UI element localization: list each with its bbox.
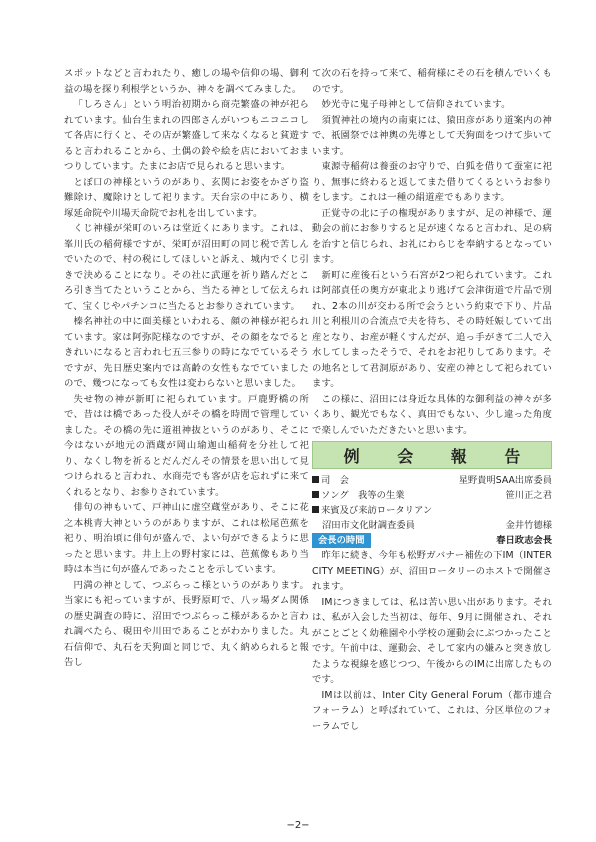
paragraph: とぼ口の神様というのがあり、玄関にお姿をかざり盗難除け、魔除けとして祀ります。天台宗の中にあり、横塚延命院や川場天命院でお札を出しています。 — [64, 176, 309, 219]
paragraph: 妙光寺に鬼子母神として信仰されています。 — [321, 99, 511, 110]
report-label: 司 会 — [321, 475, 349, 486]
report-label-wrap — [312, 488, 405, 503]
report-value: 金井竹德様 — [505, 520, 552, 531]
paragraph: 俳句の神もいて、戸神山に虚空蔵堂があり、そこに花之本桃青大神というのがありますが、これは松尾芭蕉を祀り、明治頃に俳句が盛んで、よい句ができるように思ったと思います。井上上の野村家には、芭蕉像もあり当時は本当に句が盛んであったことを示しています。 — [64, 502, 309, 575]
paragraph: 新町に産後石という石宮が2つ祀られています。これは阿部貞任の奥方が東北より逃げて会津街道で片品で別れ、2本の川が交わる所で会うという約束で下り、片品川と利根川の合流点で夫を待ち、その時妊娠していて出産となり、お産が軽くすんだが、追っ手がきて二人で入水してしまったそうで、それをお祀りしてあります。その地名として君洞原があり、安産の神として祀られています。 — [312, 269, 552, 389]
paragraph: 円満の神として、つぶらっこ様というのがあります。当家にも祀っていますが、長野原町で、八ッ場ダム関係の歴史調査の時に、沼田でつぶらっこ様があるかと言われ調べたら、硯田や川田であることがわかりました。丸石信仰で、丸石を天狗面と同じで、丸く納められると報告し — [64, 579, 309, 668]
report-value: 星野貴明SAA出席委員 — [458, 475, 552, 486]
paragraph: この様に、沼田には身近な具体的な御利益の神々が多くあり、観光でもなく、真田でもない、少し違った角度で楽しんでいただきたいと思います。 — [312, 393, 552, 436]
report-row-chair — [312, 473, 552, 488]
paragraph: IMにつきましては、私は苦い思い出があります。それは、私が入会した当初は、毎年、9月に開催され、それがことごとく幼稚園や小学校の運動会にぶつかったことです。午前中は、運動会、そして家内の嫌みと突き放したような視線を感じつつ、午後からのIMに出席したものです。 — [312, 596, 552, 685]
report-section-header — [312, 441, 552, 469]
paragraph: 榛名神社の中に面美様といわれる、顔の神様が祀られています。家は阿弥陀様なのですが、その顔をなでるときれいになると言われ七五三参りの時になでているそうですが、先日歴史案内では高齢の女性もなでていましたので、幾つになっても女性は変わらないと思いました。 — [64, 316, 309, 389]
report-heading: 例 会 報 告 — [343, 446, 537, 466]
bullet-square-icon — [312, 506, 319, 513]
bullet-square-icon — [312, 476, 319, 483]
paragraph: 「しろさん」という明治初期から商売繁盛の神が祀られています。仙台生まれの四郎さんがいつもニコニコして各店に行くと、その店が繁盛して来なくなると貧遊すると言われることから、土偶の鈴や絵を店においておまつりしています。たまにお店で見られると思います。 — [64, 99, 309, 172]
paragraph: 正覚寺の北に子の権現がありますが、足の神様で、運動会の前にお参りすると足が速くなると言われ、足の病を治すと信じられ、お礼にわらじを奉納するとなっています。 — [312, 207, 552, 265]
report-label: 沼田市文化財調査委員 — [322, 520, 415, 531]
paragraph: スポットなどと言われたり、癒しの場や信仰の場、御利益の場を探り利根学というか、神々を調べてみました。 — [64, 68, 309, 95]
report-row-song — [312, 488, 552, 503]
paragraph: 須賀神社の境内の南東には、猿田彦があり道案内の神で、祇園祭では神輿の先導として天狗面をつけて歩いています。 — [312, 114, 552, 157]
left-column — [64, 66, 309, 671]
paragraph: て次の石を持って来て、稲荷様にその石を積んでいくものです。 — [312, 68, 552, 95]
paragraph: IMは以前は、Inter City General Forum（都市連合フォーラム）と呼ばれていて、これは、分区単位のフォーラムでし — [312, 689, 552, 732]
page-number: −2− — [286, 820, 310, 831]
report-value: 笹川正之君 — [505, 490, 552, 501]
report-label: ソング 我等の生業 — [321, 490, 405, 501]
right-column — [312, 66, 552, 734]
report-row-guests — [312, 503, 552, 518]
president-name: 春日政志会長 — [496, 535, 552, 546]
president-time-row — [312, 533, 552, 548]
president-time-tag: 会長の時間 — [312, 533, 371, 548]
paragraph: 昨年に続き、今年も松野ガバナー補佐の下IM（INTER CITY MEETING）が、沼田ロータリーのホストで開催されます。 — [312, 550, 552, 592]
report-label-wrap — [312, 503, 432, 518]
paragraph: 東源寺稲荷は養蚕のお守りで、白狐を借りて蚕室に祀り、無事に終わると返してまた借りてくるというお参りをします。これは一種の絹道産でもあります。 — [312, 161, 552, 203]
report-row-guest-detail — [312, 518, 552, 533]
report-label: 来賓及び来訪ロータリアン — [321, 505, 433, 516]
report-label-wrap — [312, 473, 349, 488]
bullet-square-icon — [312, 491, 319, 498]
paragraph: 失せ物の神が新町に祀られています。戸鹿野橋の所で、昔はは橋であった役人がその橋を時間で管理していました。その橋の先に道祖神抜というのがあり、そこに今はないが地元の酒蔵が岡山瑜迦山稲荷を分社して祀り、なくし物を祈るとだんだんその情景を思い出して見つけられると言われ、水商売でも客が店を忘れずに来てくれるとなり、お参りされています。 — [64, 393, 309, 498]
paragraph: くじ神様が栄町のいろは堂近くにあります。これは、峯川氏の稲荷様ですが、栄町が沼田町の同じ税で苦しんでいたので、村の税にしてほしいと訴え、城内でくじ引きで決めることになり。その社に武運を祈り踏んだところ引き当てたということから、当たる神として伝えられて、宝くじやパチンコに当たるとお参りされています。 — [64, 223, 309, 312]
